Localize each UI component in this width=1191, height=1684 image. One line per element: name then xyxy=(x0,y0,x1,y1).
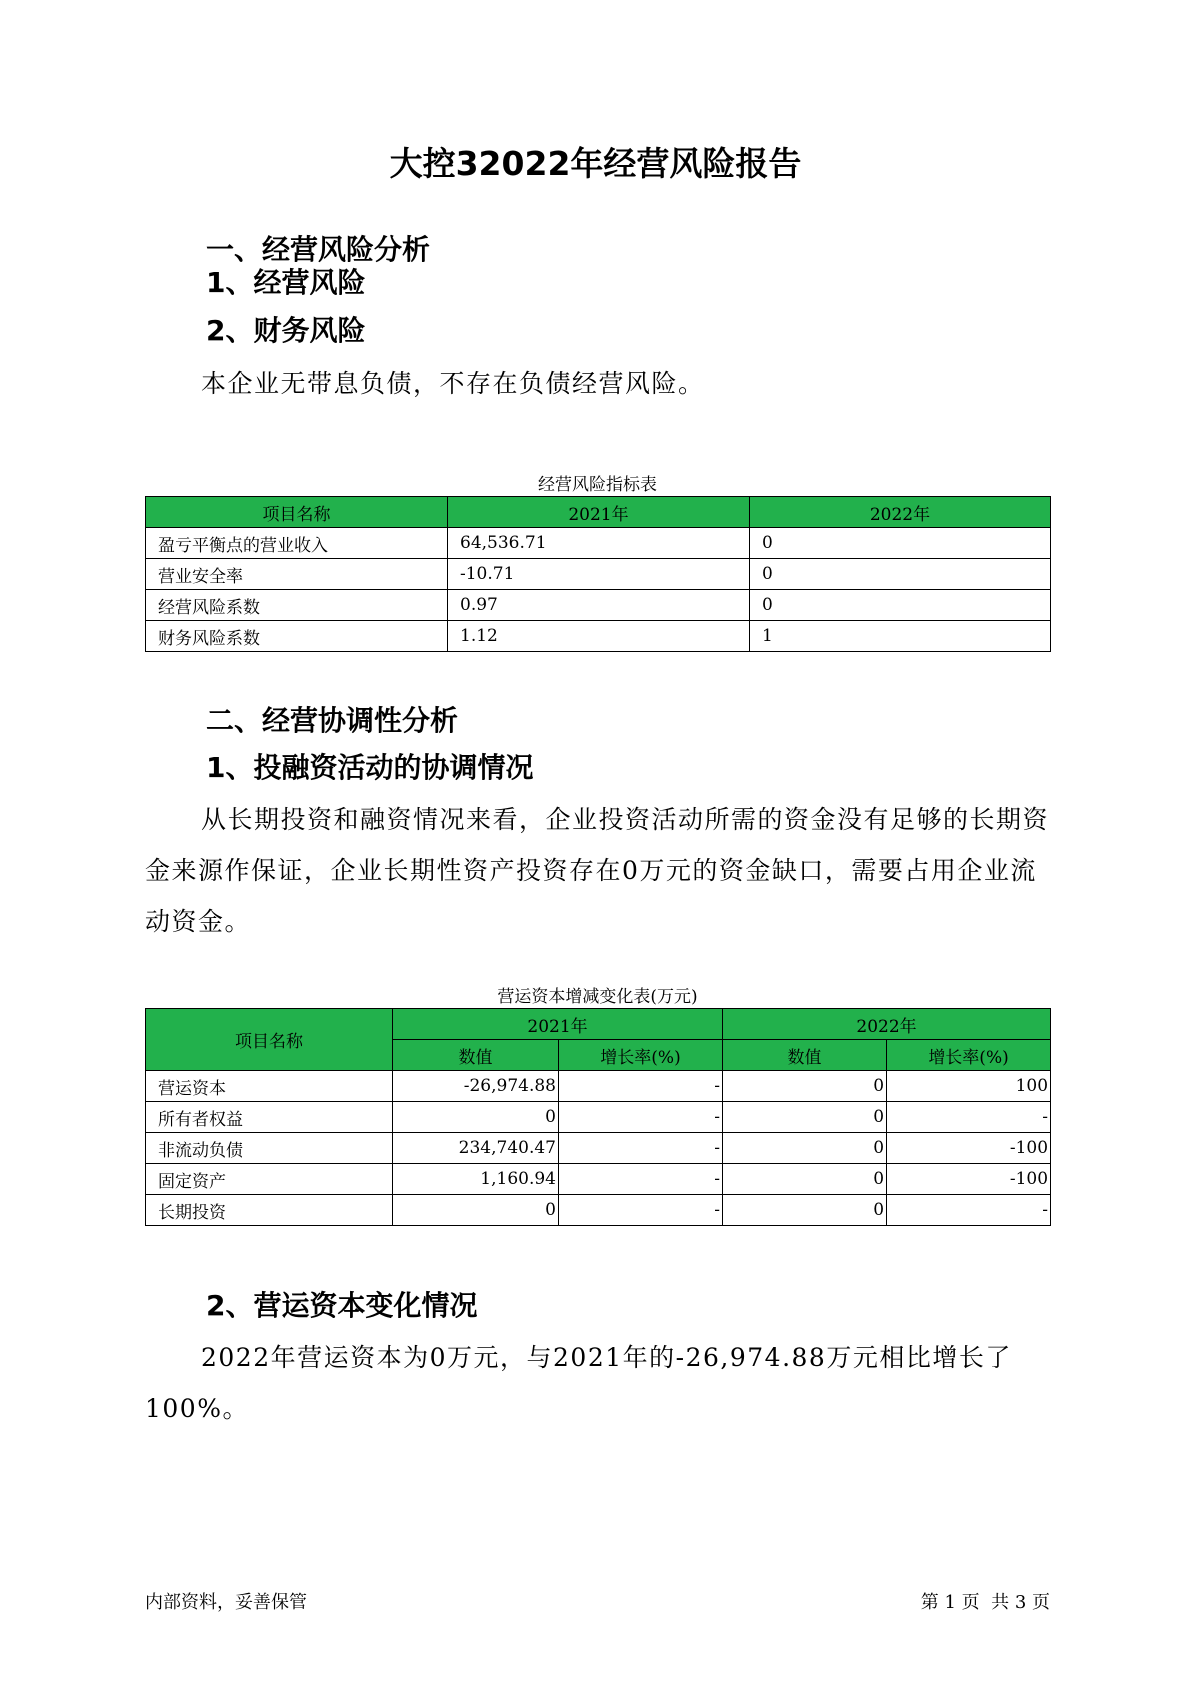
risk-header-2022: 2022年 xyxy=(750,497,1051,528)
table-cell: - xyxy=(559,1164,723,1195)
table-row xyxy=(146,590,1051,621)
risk-table-caption: 经营风险指标表 xyxy=(538,475,657,495)
table-cell: 盈亏平衡点的营业收入 xyxy=(146,528,448,559)
table-cell: -100 xyxy=(887,1133,1051,1164)
table-cell: 0 xyxy=(723,1164,887,1195)
table-cell: -26,974.88 xyxy=(393,1071,559,1102)
capital-header-2022: 2022年 xyxy=(723,1009,1051,1040)
section1-paragraph: 本企业无带息负债，不存在负债经营风险。 xyxy=(201,369,705,398)
table-cell: 财务风险系数 xyxy=(146,621,448,652)
table-cell: 0 xyxy=(723,1133,887,1164)
capital-header-value-2022: 数值 xyxy=(723,1040,887,1071)
table-row xyxy=(146,1164,1051,1195)
table-cell: 营运资本 xyxy=(146,1071,393,1102)
table-cell: 0 xyxy=(723,1102,887,1133)
table-cell: -100 xyxy=(887,1164,1051,1195)
table-cell: 100 xyxy=(887,1071,1051,1102)
table-cell: 经营风险系数 xyxy=(146,590,448,621)
capital-table-header-row xyxy=(146,1009,1051,1040)
section2-paragraph1: 从长期投资和融资情况来看，企业投资活动所需的资金没有足够的长期资金来源作保证，企业长期性资产投资存在0万元的资金缺口，需要占用企业流动资金。 xyxy=(145,805,1050,936)
table-cell: 0 xyxy=(393,1102,559,1133)
table-cell: - xyxy=(559,1195,723,1226)
table-cell: - xyxy=(559,1133,723,1164)
table-row xyxy=(146,528,1051,559)
table-cell: - xyxy=(559,1071,723,1102)
capital-header-2021: 2021年 xyxy=(393,1009,723,1040)
page-title: 大控32022年经营风险报告 xyxy=(389,144,802,183)
risk-header-2021: 2021年 xyxy=(448,497,750,528)
table-cell: 所有者权益 xyxy=(146,1102,393,1133)
capital-header-rate-2021: 增长率(%) xyxy=(559,1040,723,1071)
table-cell: 0 xyxy=(723,1071,887,1102)
table-cell: 0 xyxy=(750,590,1051,621)
table-cell: 0 xyxy=(750,559,1051,590)
table-row xyxy=(146,1195,1051,1226)
section2-paragraph2: 2022年营运资本为0万元，与2021年的-26,974.88万元相比增长了100%。 xyxy=(145,1343,1012,1423)
section1-heading: 一、经营风险分析 xyxy=(206,233,431,266)
table-cell: 营业安全率 xyxy=(146,559,448,590)
risk-table-header-row xyxy=(146,497,1051,528)
risk-table xyxy=(145,496,1051,652)
capital-table xyxy=(145,1008,1051,1226)
capital-header-value-2021: 数值 xyxy=(393,1040,559,1071)
table-cell: 非流动负债 xyxy=(146,1133,393,1164)
table-cell: 1 xyxy=(750,621,1051,652)
footer-confidential: 内部资料，妥善保管 xyxy=(145,1592,307,1613)
section1-sub2-heading: 2、财务风险 xyxy=(206,314,366,347)
section1-sub1-heading: 1、经营风险 xyxy=(206,266,366,299)
table-cell: - xyxy=(887,1102,1051,1133)
table-cell: 1,160.94 xyxy=(393,1164,559,1195)
table-row xyxy=(146,1133,1051,1164)
table-cell: 234,740.47 xyxy=(393,1133,559,1164)
table-row xyxy=(146,1102,1051,1133)
footer-page-number: 第 1 页 共 3 页 xyxy=(920,1592,1050,1613)
capital-header-rate-2022: 增长率(%) xyxy=(887,1040,1051,1071)
section2-sub1-heading: 1、投融资活动的协调情况 xyxy=(206,751,534,784)
section2-heading: 二、经营协调性分析 xyxy=(206,704,459,737)
table-row xyxy=(146,621,1051,652)
table-cell: -10.71 xyxy=(448,559,750,590)
table-cell: 长期投资 xyxy=(146,1195,393,1226)
table-row xyxy=(146,1071,1051,1102)
table-cell: 1.12 xyxy=(448,621,750,652)
table-row xyxy=(146,559,1051,590)
table-cell: 0 xyxy=(723,1195,887,1226)
table-cell: 0 xyxy=(750,528,1051,559)
table-cell: 0.97 xyxy=(448,590,750,621)
table-cell: 0 xyxy=(393,1195,559,1226)
table-cell: 64,536.71 xyxy=(448,528,750,559)
table-cell: - xyxy=(559,1102,723,1133)
section2-sub2-heading: 2、营运资本变化情况 xyxy=(206,1289,478,1322)
capital-header-item: 项目名称 xyxy=(146,1009,393,1071)
table-cell: 固定资产 xyxy=(146,1164,393,1195)
risk-header-item: 项目名称 xyxy=(146,497,448,528)
capital-table-caption: 营运资本增减变化表(万元) xyxy=(497,987,698,1007)
table-cell: - xyxy=(887,1195,1051,1226)
